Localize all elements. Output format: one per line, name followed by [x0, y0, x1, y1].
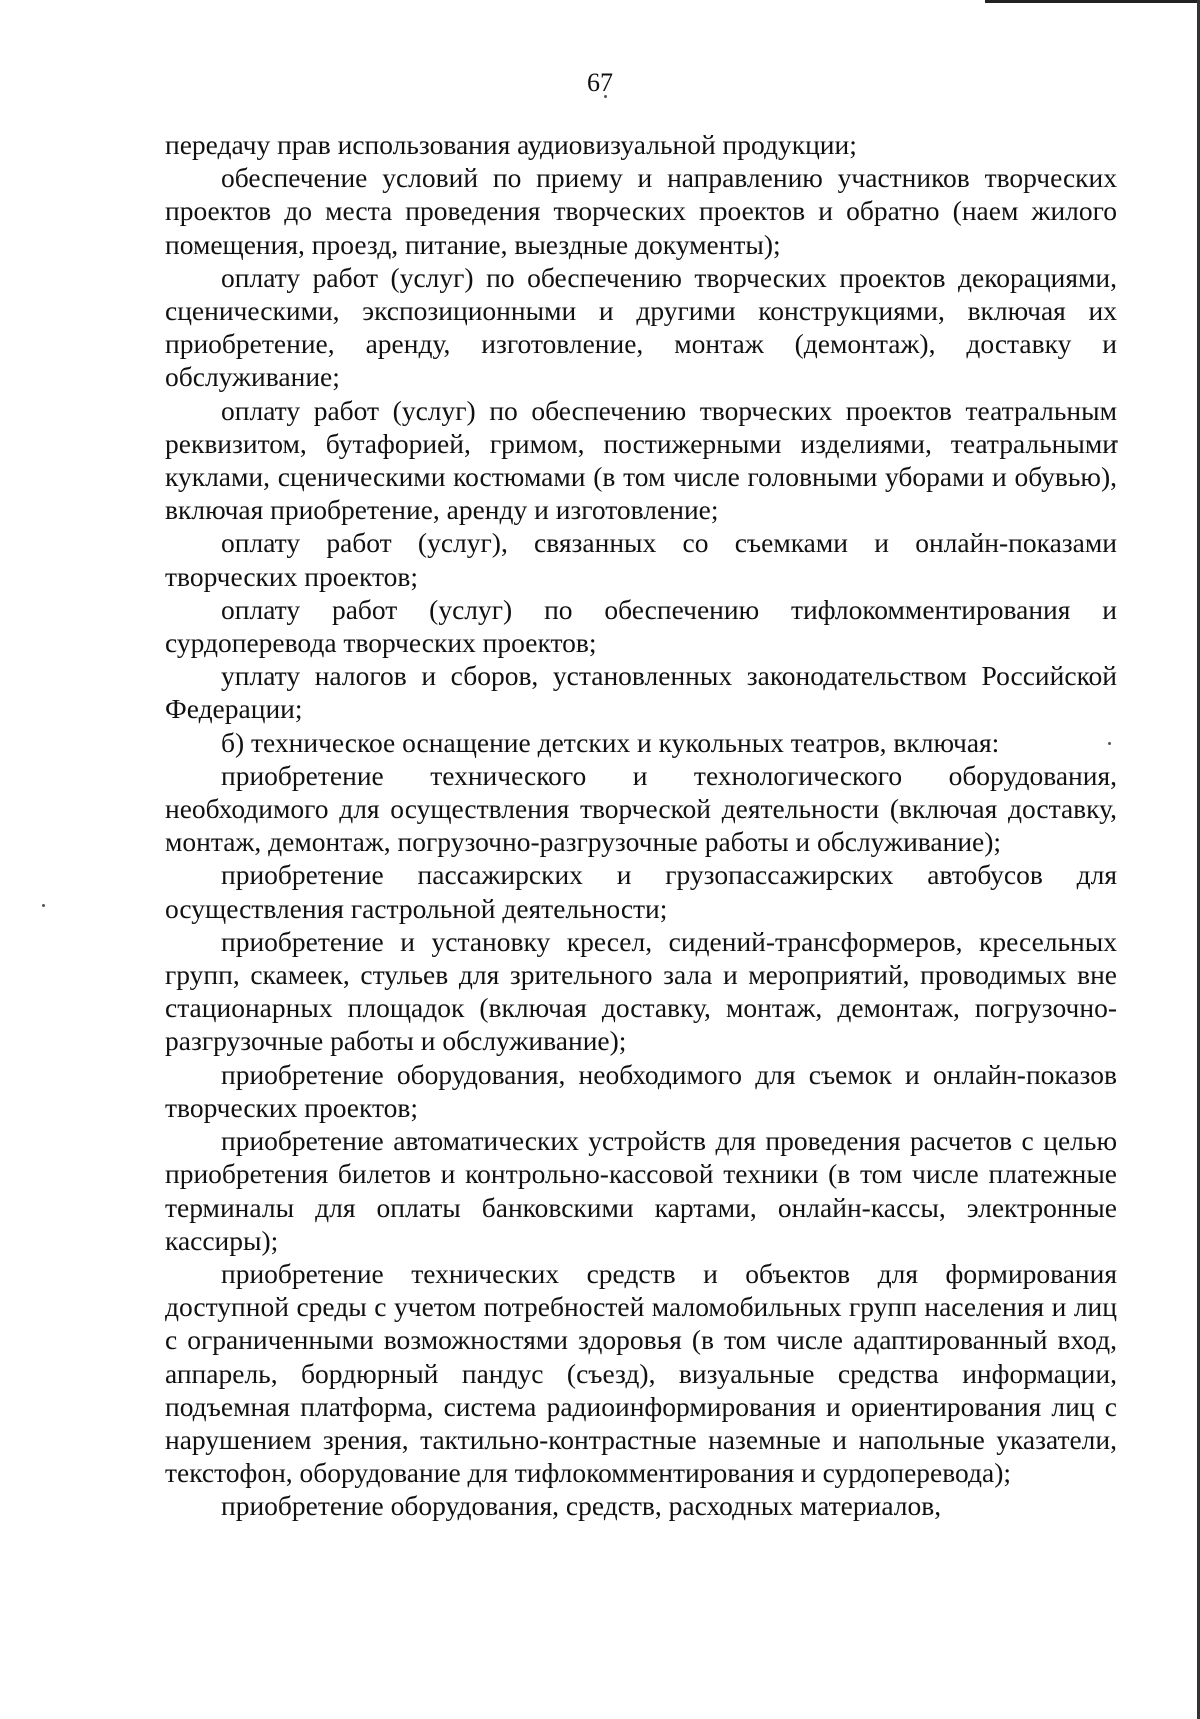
paragraph: приобретение технических средств и объектов для формирования доступной среды с учетом потребностей маломобильных групп населения и лиц с ограниченными возможностями здоровья (в том числе адаптированный вход, аппарель, бордюрный пандус (съезд), визуальные средства информации, подъемная платформа, система радиоинформирования и ориентирования лиц с нарушением зрения, тактильно-контрастные наземные и напольные указатели, текстофон, оборудование для тифлокомментирования и сурдоперевода);	[165, 1257, 1117, 1489]
paragraph: передачу прав использования аудиовизуальной продукции;	[165, 129, 857, 160]
paragraph: обеспечение условий по приему и направлению участников творческих проектов до места проведения творческих проектов и обратно (наем жилого помещения, проезд, питание, выездные документы);	[165, 162, 1117, 260]
paragraph: оплату работ (услуг) по обеспечению творческих проектов декорациями, сценическими, экспозиционными и другими конструкциями, включая их приобретение, аренду, изготовление, монтаж (демонтаж), доставку и обслуживание;	[165, 261, 1117, 393]
paragraph: уплату налогов и сборов, установленных законодательством Российской Федерации;	[165, 660, 1117, 725]
paragraph: приобретение и установку кресел, сидений-трансформеров, кресельных групп, скамеек, стульев для зрительного зала и мероприятий, проводимых вне стационарных площадок (включая доставку, монтаж, демонтаж, погрузочно-разгрузочные работы и обслуживание);	[165, 925, 1117, 1057]
scan-speck	[42, 904, 45, 907]
paragraph: приобретение технического и технологического оборудования, необходимого для осуществления творческой деятельности (включая доставку, монтаж, демонтаж, погрузочно-разгрузочные работы и обслуживание);	[165, 759, 1117, 858]
paragraph: б) техническое оснащение детских и кукольных театров, включая:	[221, 726, 1000, 758]
paragraph: оплату работ (услуг) по обеспечению творческих проектов театральным реквизитом, бутафорией, гримом, постижерными изделиями, театральными куклами, сценическими костюмами (в том числе головными уборами и обувью), включая приобретение, аренду и изготовление;	[165, 394, 1117, 526]
paragraph: приобретение оборудования, необходимого для съемок и онлайн-показов творческих проектов;	[165, 1058, 1117, 1123]
document-body	[165, 128, 1117, 1523]
page-number: 67	[587, 68, 613, 97]
paragraph: приобретение оборудования, средств, расходных материалов,	[221, 1490, 942, 1522]
scan-edge-top	[985, 0, 1200, 3]
paragraph: оплату работ (услуг), связанных со съемками и онлайн-показами творческих проектов;	[165, 527, 1117, 592]
paragraph: приобретение пассажирских и грузопассажирских автобусов для осуществления гастрольной деятельности;	[165, 859, 1117, 924]
paragraph: оплату работ (услуг) по обеспечению тифлокомментирования и сурдоперевода творческих проектов;	[165, 593, 1117, 659]
paragraph: приобретение автоматических устройств для проведения расчетов с целью приобретения билетов и контрольно-кассовой техники (в том числе платежные терминалы для оплаты банковскими картами, онлайн-кассы, электронные кассиры);	[165, 1125, 1117, 1256]
